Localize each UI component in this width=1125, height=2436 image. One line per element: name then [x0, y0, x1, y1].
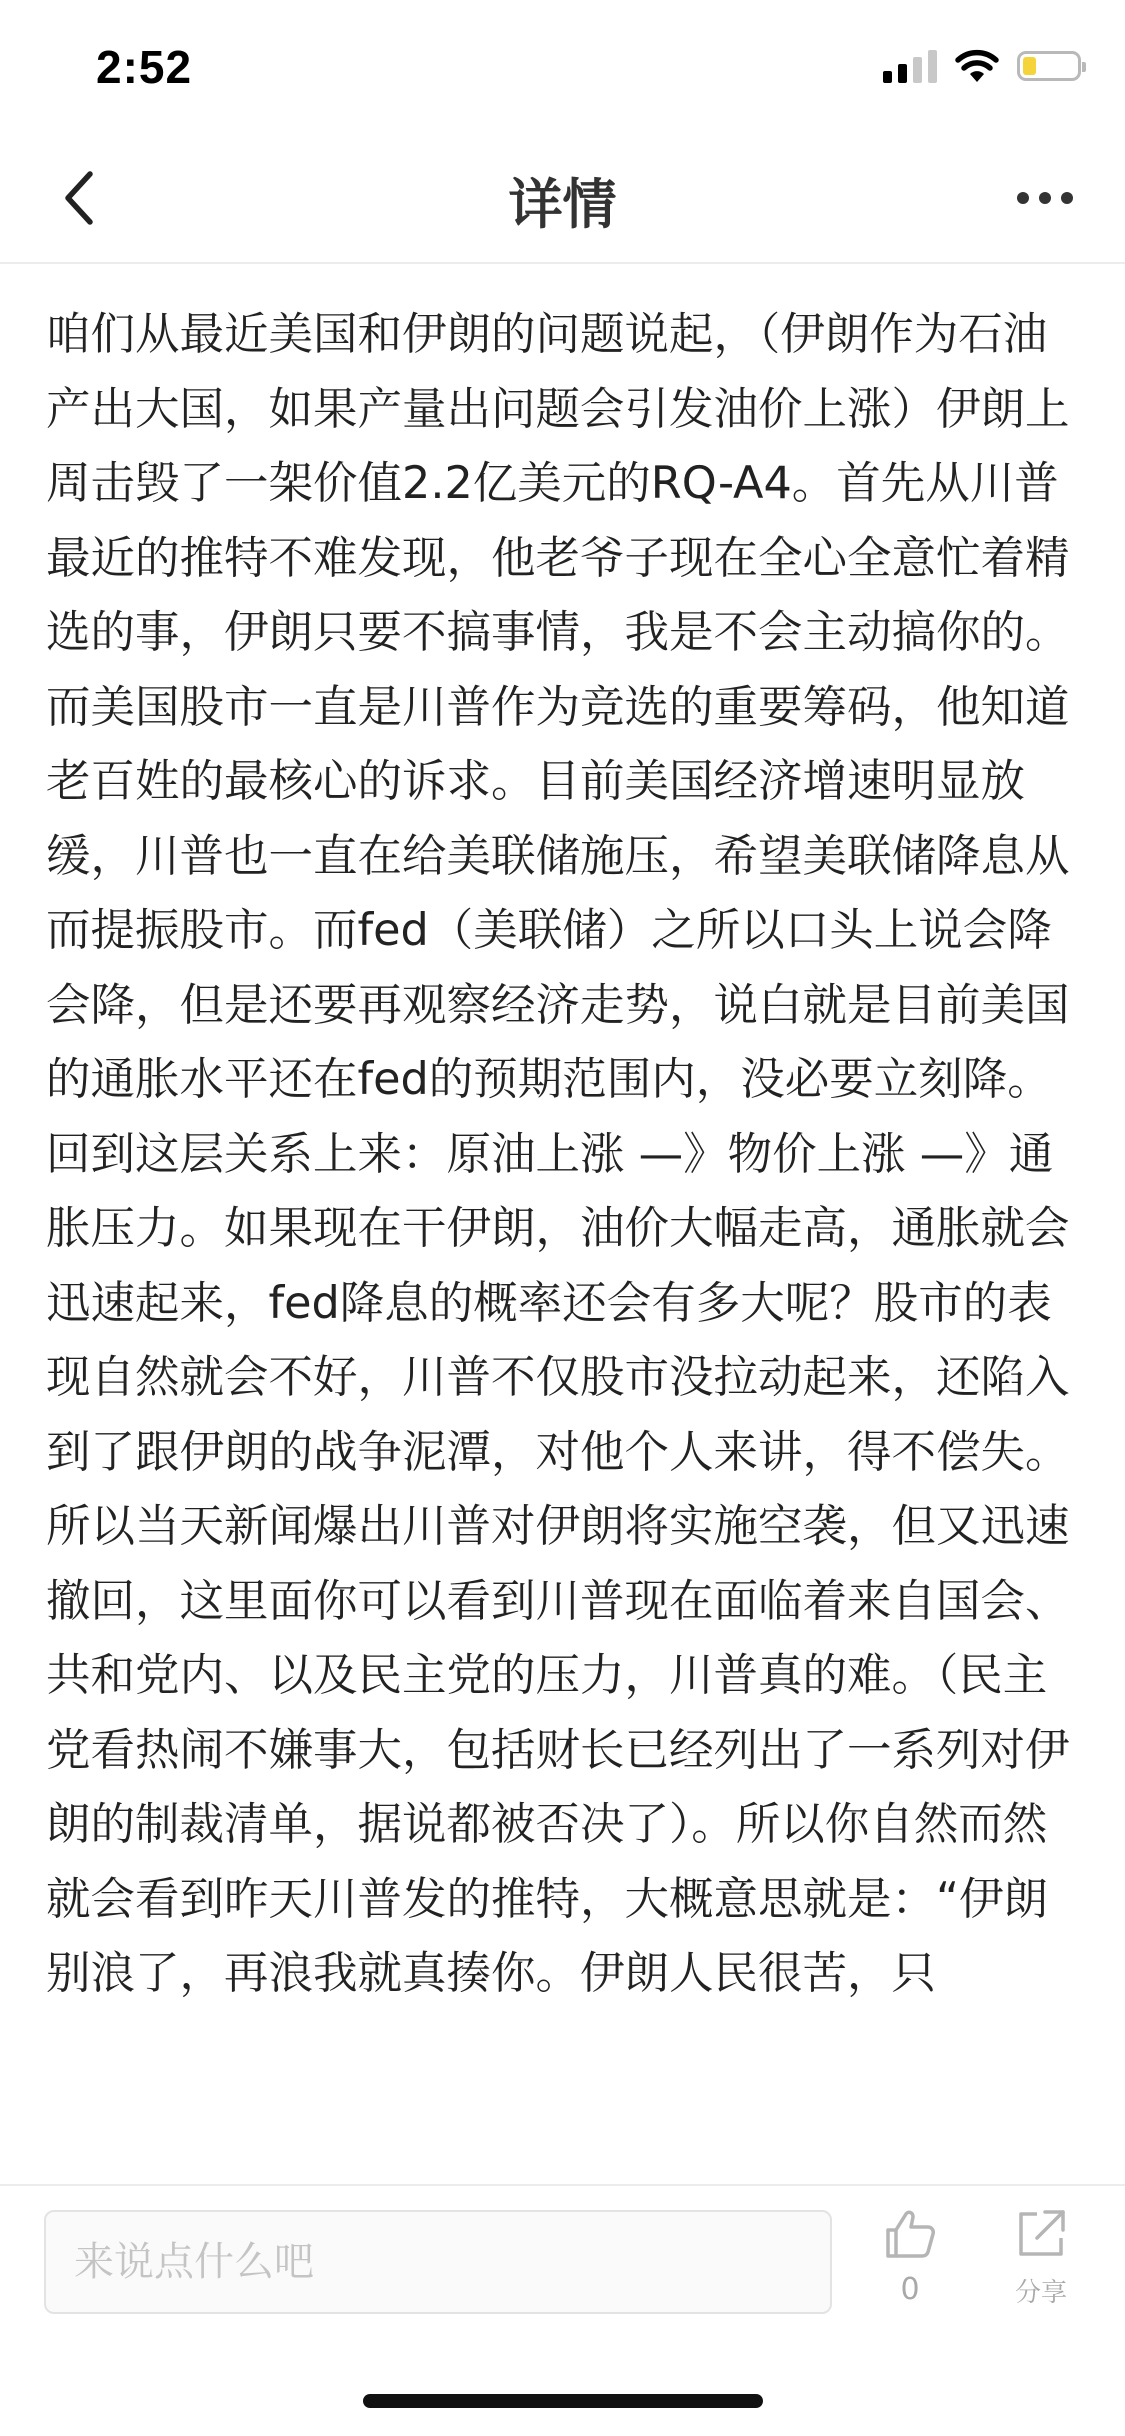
comment-input[interactable]: [44, 2210, 832, 2314]
nav-bar: [0, 132, 1125, 264]
article-content[interactable]: [0, 264, 1125, 2184]
like-button[interactable]: [870, 2206, 950, 2336]
cellular-signal-icon: [883, 49, 937, 83]
article-body: 咱们从最近美国和伊朗的问题说起，（伊朗作为石油产出大国，如果产量出问题会引发油价上涨）伊朗上周击毁了一架价值2.2亿美元的RQ-A4。首先从川普最近的推特不难发现，他老爷子现在全心全意忙着精选的事，伊朗只要不搞事情，我是不会主动搞你的。而美国股市一直是川普作为竞选的重要筹码，他知道老百姓的最核心的诉求。目前美国经济增速明显放缓，川普也一直在给美联储施压，希望美联储降息从而提振股市。而fed（美联储）之所以口头上说会降会降，但是还要再观察经济走势，说白就是目前美国的通胀水平还在fed的预期范围内，没必要立刻降。回到这层关系上来：原油上涨 —》物价上涨 —》通胀压力。如果现在干伊朗，油价大幅走高，通胀就会迅速起来，fed降息的概率还会有多大呢？股市的表现自然就会不好，川普不仅股市没拉动起来，还陷入到了跟伊朗的战争泥潭，对他个人来讲，得不偿失。所以当天新闻爆出川普对伊朗将实施空袭，但又迅速撤回，这里面你可以看到川普现在面临着来自国会、共和党内、以及民主党的压力，川普真的难。（民主党看热闹不嫌事大，包括财长已经列出了一系列对伊朗的制裁清单，据说都被否决了）。所以你自然而然就会看到昨天川普发的推特，大概意思就是：“伊朗别浪了，再浪我就真揍你。伊朗人民很苦，只: [46, 309, 1070, 1999]
page-title: 详情: [508, 173, 617, 236]
home-indicator[interactable]: [363, 2394, 763, 2408]
battery-level: [1023, 57, 1036, 75]
status-bar: [0, 0, 1125, 132]
share-external-icon: [1013, 2206, 1069, 2262]
status-icons: [883, 46, 1081, 86]
like-count: 0: [900, 2272, 920, 2307]
more-button[interactable]: [995, 158, 1095, 238]
status-time: 2:52: [96, 41, 193, 93]
share-label: 分享: [1014, 2278, 1067, 2308]
battery-low-icon: [1017, 51, 1081, 81]
wifi-icon: [955, 49, 999, 83]
share-button[interactable]: [995, 2206, 1087, 2336]
more-horizontal-icon: [1017, 192, 1029, 204]
thumbs-up-icon: [882, 2206, 938, 2262]
